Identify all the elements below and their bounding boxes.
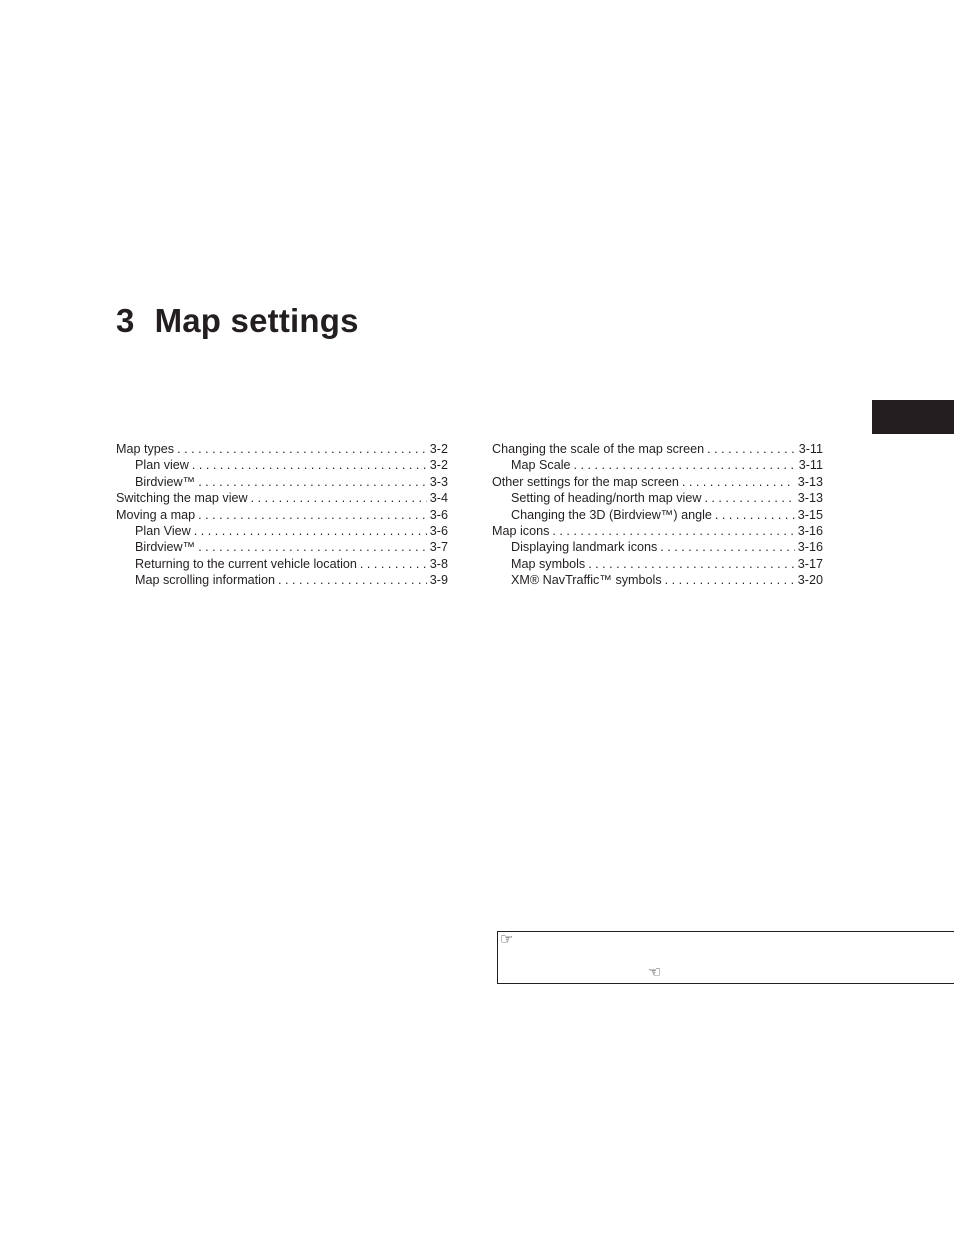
toc-leader-dots bbox=[194, 523, 427, 539]
chapter-title bbox=[116, 302, 359, 340]
pointing-hand-right-icon: ☞ bbox=[500, 930, 514, 948]
toc-entry[interactable] bbox=[116, 474, 448, 490]
toc-entry-label: XM® NavTraffic™ symbols bbox=[511, 573, 662, 588]
toc-leader-dots bbox=[660, 539, 794, 555]
toc-leader-dots bbox=[552, 523, 794, 539]
toc-entry[interactable] bbox=[116, 539, 448, 555]
toc-entry-page: 3-8 bbox=[429, 556, 448, 571]
toc-entry[interactable] bbox=[492, 523, 823, 539]
toc-entry[interactable] bbox=[492, 539, 823, 555]
pointing-hand-left-icon: ☜ bbox=[648, 963, 662, 981]
chapter-thumb-tab bbox=[872, 400, 954, 434]
toc-leader-dots bbox=[278, 572, 427, 588]
chapter-number: 3 bbox=[116, 302, 135, 339]
toc-entry-label: Switching the map view bbox=[116, 491, 248, 506]
toc-entry-page: 3-17 bbox=[797, 556, 823, 571]
toc-leader-dots bbox=[360, 556, 427, 572]
toc-entry-label: Setting of heading/north map view bbox=[511, 491, 702, 506]
toc-entry[interactable] bbox=[492, 457, 823, 473]
toc-leader-dots bbox=[588, 556, 795, 572]
toc-entry-page: 3-13 bbox=[797, 491, 823, 506]
toc-entry-page: 3-2 bbox=[429, 442, 448, 456]
toc-entry-page: 3-6 bbox=[429, 507, 448, 522]
toc-entry-label: Plan view bbox=[135, 458, 189, 473]
toc-entry-page: 3-2 bbox=[429, 458, 448, 473]
toc-entry-label: Changing the 3D (Birdview™) angle bbox=[511, 507, 712, 522]
toc-entry[interactable] bbox=[116, 523, 448, 539]
toc-entry-label: Map types bbox=[116, 442, 175, 456]
toc-entry-page: 3-7 bbox=[429, 540, 448, 555]
toc-leader-dots bbox=[251, 490, 427, 506]
toc-leader-dots bbox=[198, 507, 427, 523]
toc-entry-label: Returning to the current vehicle location bbox=[135, 556, 357, 571]
toc-entry-page: 3-9 bbox=[429, 573, 448, 588]
toc-entry-page: 3-16 bbox=[797, 523, 823, 538]
toc-leader-dots bbox=[682, 474, 795, 490]
toc-entry[interactable] bbox=[116, 441, 448, 457]
chapter-title-text: Map settings bbox=[154, 302, 359, 339]
toc-entry-label: Birdview™ bbox=[135, 540, 196, 555]
toc-left-column bbox=[116, 441, 448, 589]
toc-entry[interactable] bbox=[116, 457, 448, 473]
toc-entry-label: Map icons bbox=[492, 523, 550, 538]
toc-leader-dots bbox=[177, 441, 427, 457]
toc-entry-label: Other settings for the map screen bbox=[492, 474, 679, 489]
toc-leader-dots bbox=[192, 457, 427, 473]
toc-entry[interactable] bbox=[116, 490, 448, 506]
toc-entry-page: 3-15 bbox=[797, 507, 823, 522]
toc-entry-label: Map Scale bbox=[511, 458, 571, 473]
toc-entry-label: Map scrolling information bbox=[135, 573, 275, 588]
toc-entry[interactable] bbox=[492, 474, 823, 490]
toc-entry-page: 3-20 bbox=[797, 573, 823, 588]
toc-entry-label: Birdview™ bbox=[135, 474, 196, 489]
toc-entry-label: Plan View bbox=[135, 523, 191, 538]
toc-leader-dots bbox=[198, 539, 427, 555]
toc-entry[interactable] bbox=[116, 507, 448, 523]
toc-entry-page: 3-4 bbox=[429, 491, 448, 506]
toc-leader-dots bbox=[707, 441, 796, 457]
note-box bbox=[497, 931, 954, 984]
toc-entry[interactable] bbox=[116, 556, 448, 572]
toc-entry[interactable] bbox=[492, 490, 823, 506]
toc-entry-label: Displaying landmark icons bbox=[511, 540, 658, 555]
toc-entry-page: 3-11 bbox=[798, 458, 823, 473]
toc-leader-dots bbox=[665, 572, 795, 588]
toc-entry-page: 3-13 bbox=[797, 474, 823, 489]
toc-leader-dots bbox=[704, 490, 794, 506]
toc-entry-page: 3-6 bbox=[429, 523, 448, 538]
toc-entry-label: Changing the scale of the map screen bbox=[492, 442, 705, 456]
toc-leader-dots bbox=[198, 474, 427, 490]
toc-entry-label: Map symbols bbox=[511, 556, 586, 571]
toc-leader-dots bbox=[715, 507, 795, 523]
toc-entry[interactable] bbox=[492, 556, 823, 572]
toc-entry-label: Moving a map bbox=[116, 507, 196, 522]
toc-entry-page: 3-3 bbox=[429, 474, 448, 489]
toc-entry[interactable] bbox=[492, 507, 823, 523]
toc-right-column bbox=[492, 441, 823, 589]
toc-entry[interactable] bbox=[492, 441, 823, 457]
toc-entry[interactable] bbox=[116, 572, 448, 588]
toc-leader-dots bbox=[574, 457, 796, 473]
toc-entry[interactable] bbox=[492, 572, 823, 588]
toc-entry-page: 3-11 bbox=[798, 442, 823, 456]
toc-entry-page: 3-16 bbox=[797, 540, 823, 555]
